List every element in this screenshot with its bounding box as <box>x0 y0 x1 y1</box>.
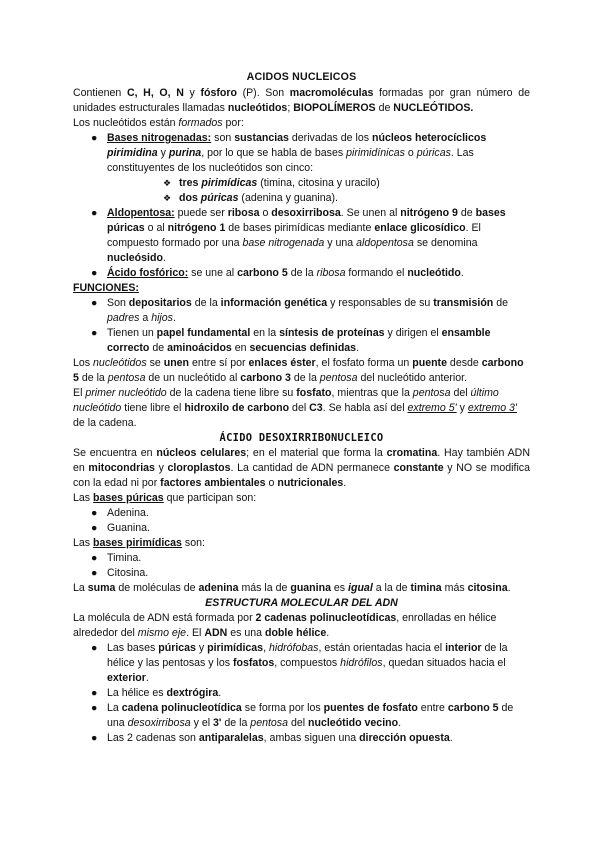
text: entre sí por <box>189 357 249 369</box>
adn-paragraph <box>73 446 530 491</box>
text: más <box>441 582 468 594</box>
text: . <box>326 627 330 639</box>
puricas-list <box>73 506 530 536</box>
text: de un nucleótido al <box>145 372 241 384</box>
text: . <box>172 312 176 324</box>
sub-list <box>107 176 530 206</box>
text: pirimídicas <box>207 642 264 654</box>
text: Ácido fosfórico: <box>107 267 189 279</box>
text: tres <box>179 177 202 189</box>
list-item <box>73 131 530 206</box>
text: del nucleótido anterior. <box>357 372 468 384</box>
text: bases púricas <box>107 207 506 234</box>
text: son <box>211 132 235 144</box>
text: , están orientadas hacia el <box>318 642 446 654</box>
text: igual <box>348 582 373 594</box>
text: carbono 5 <box>237 267 288 279</box>
text: formando el <box>345 267 408 279</box>
list-item <box>73 731 530 746</box>
text: de <box>149 342 168 354</box>
text: , compuestos <box>274 657 341 669</box>
text: fosfatos <box>233 657 275 669</box>
text: nucleótido vecino <box>308 717 399 729</box>
text: y <box>183 87 201 99</box>
text: depositarios <box>128 297 192 309</box>
text: de <box>457 207 476 219</box>
text: del <box>289 402 310 414</box>
bullet-icon: ● <box>91 507 98 519</box>
text: , el fosfato forma un <box>315 357 413 369</box>
text: púricas <box>158 642 196 654</box>
text: , enrolladas en hélice alrededor del <box>73 612 497 639</box>
text: mismo eje <box>137 627 187 639</box>
text: de la cadena tiene libre su <box>166 387 297 399</box>
bullet-icon: ● <box>91 327 98 339</box>
text: de la <box>191 297 221 309</box>
text: a <box>139 312 152 324</box>
bullet-icon: ● <box>91 552 98 564</box>
text: bases pirimídicas <box>93 537 182 549</box>
text: dextrógira <box>166 687 219 699</box>
text: último nucleótido <box>73 387 499 414</box>
text: síntesis de proteínas <box>279 327 385 339</box>
list-item <box>73 326 530 356</box>
text: aminoácidos <box>167 342 232 354</box>
funciones-heading: FUNCIONES: <box>73 282 139 294</box>
text: o al <box>144 222 168 234</box>
text: hidrófilos <box>340 657 383 669</box>
bullet-icon: ● <box>91 207 98 219</box>
text: núcleos celulares <box>156 447 247 459</box>
text: ribosa <box>227 207 260 219</box>
molecula-paragraph <box>73 611 530 641</box>
text: de <box>493 297 508 309</box>
text: unen <box>163 357 190 369</box>
text: nucleósido <box>107 252 163 264</box>
text: Adenina. <box>107 507 149 519</box>
pirimidicas-intro <box>73 536 530 551</box>
document-body <box>73 70 530 746</box>
text: pentosa <box>319 372 358 384</box>
bullet-icon: ● <box>91 642 98 654</box>
text: . <box>343 477 347 489</box>
text: purina <box>168 147 202 159</box>
text: púricas <box>200 192 239 204</box>
text: suma <box>87 582 116 594</box>
text: pirimidina <box>107 147 158 159</box>
text: pirimídicas <box>201 177 258 189</box>
text: Las <box>73 492 94 504</box>
text: de la hélice y las pentosas y los <box>107 642 508 669</box>
text: nitrógeno 1 <box>167 222 226 234</box>
list-item <box>73 506 530 521</box>
list-item <box>73 686 530 701</box>
text: (P). Son <box>236 87 290 99</box>
text: Guanina. <box>107 522 150 534</box>
text: del <box>450 387 471 399</box>
text: papel fundamental <box>156 327 251 339</box>
text: enlaces éster <box>248 357 316 369</box>
text: a la de <box>372 582 411 594</box>
text: se denomina <box>413 237 478 249</box>
text: , <box>263 642 269 654</box>
text: . <box>398 717 402 729</box>
text: desoxirribosa <box>271 207 341 219</box>
estructura-heading: ESTRUCTURA MOLECULAR DEL ADN <box>205 597 398 609</box>
text: Los <box>73 357 94 369</box>
bullet-icon: ● <box>91 267 98 279</box>
text: y <box>195 642 208 654</box>
text: pentosa <box>250 717 288 729</box>
text: Se encuentra en <box>73 447 157 459</box>
text: La <box>107 702 122 714</box>
text: de una <box>107 702 514 729</box>
text: nucleótidos <box>93 357 147 369</box>
bullet-icon: ● <box>91 522 98 534</box>
text: Las bases <box>107 642 159 654</box>
text: se une al <box>188 267 238 279</box>
list-item <box>73 566 530 581</box>
text: entre <box>417 702 448 714</box>
text: carbono 5 <box>447 702 499 714</box>
text: primer nucleótido <box>85 387 167 399</box>
text: La <box>73 582 88 594</box>
text: Son <box>107 297 129 309</box>
text: de la <box>78 372 108 384</box>
text: de bases pirimídicas mediante <box>225 222 375 234</box>
componentes-list <box>73 131 530 281</box>
text: ribosa <box>316 267 346 279</box>
text: exterior <box>107 672 146 684</box>
text: fosfato <box>296 387 332 399</box>
text: . <box>145 672 149 684</box>
text: guanina <box>290 582 331 594</box>
text: C3 <box>309 402 323 414</box>
text: . El <box>186 627 205 639</box>
text: . La cantidad de ADN permanece <box>230 462 394 474</box>
text: sustancias <box>234 132 289 144</box>
text: dirección opuesta <box>359 732 450 744</box>
text: son: <box>181 537 205 549</box>
text: aldopentosa <box>356 237 414 249</box>
text: , mientras que la <box>331 387 413 399</box>
text: y una <box>324 237 357 249</box>
text: formadas por gran número de unidades estructurales llamadas <box>73 87 530 114</box>
bullet-icon: ● <box>91 702 98 714</box>
text: hijos <box>151 312 173 324</box>
text: cloroplastos <box>167 462 231 474</box>
text: interior <box>445 642 482 654</box>
text: se forma por los <box>241 702 324 714</box>
text: NUCLEÓTIDOS. <box>393 102 474 114</box>
sub-list-item <box>107 191 530 206</box>
text: . Las constituyentes de los nucleótidos son cinco: <box>107 147 474 174</box>
bullet-icon: ● <box>91 132 98 144</box>
bullet-icon: ● <box>91 567 98 579</box>
text: Los nucleótidos están <box>73 117 179 129</box>
text: nucleótidos <box>227 102 288 114</box>
text: Aldopentosa: <box>107 207 175 219</box>
text: . <box>449 732 453 744</box>
adn-heading: ÁCIDO DESOXIRRIBONUCLEICO <box>219 432 384 444</box>
text: de la <box>290 372 320 384</box>
text: y el <box>190 717 214 729</box>
text: ensamble correcto <box>107 327 491 354</box>
text: . <box>356 342 360 354</box>
text: por: <box>222 117 244 129</box>
list-item <box>73 266 530 281</box>
text: bases púricas <box>93 492 164 504</box>
text: . <box>460 267 464 279</box>
text: , quedan situados hacia el <box>382 657 506 669</box>
text: y <box>154 462 168 474</box>
text: factores ambientales <box>160 477 266 489</box>
text: en la <box>250 327 280 339</box>
text: nutricionales <box>277 477 344 489</box>
text: Contienen <box>73 87 127 99</box>
formados-paragraph <box>73 116 530 131</box>
text: de la <box>287 267 317 279</box>
list-item <box>73 701 530 731</box>
text: extremo 5' <box>407 402 457 414</box>
text: y <box>456 402 468 414</box>
text: . <box>218 687 222 699</box>
text: o <box>404 147 417 159</box>
bullet-icon: ● <box>91 297 98 309</box>
text: carbono 5 <box>73 357 524 384</box>
sub-list-item <box>107 176 530 191</box>
text: fósforo <box>200 87 237 99</box>
text: dos <box>179 192 201 204</box>
text: . Se habla así del <box>322 402 408 414</box>
pirimidicas-list <box>73 551 530 581</box>
text: y responsables de su <box>327 297 434 309</box>
text: se <box>146 357 164 369</box>
text: Citosina. <box>107 567 149 579</box>
text: ADN <box>204 627 228 639</box>
text: puente <box>412 357 447 369</box>
text: citosina <box>467 582 508 594</box>
intro-paragraph <box>73 86 530 116</box>
text: núcleos heterocíclicos <box>372 132 487 144</box>
suma-paragraph <box>73 581 530 596</box>
text: Bases nitrogenadas: <box>107 132 212 144</box>
list-item <box>73 521 530 536</box>
text: cromatina <box>386 447 438 459</box>
text: secuencias definidas <box>249 342 357 354</box>
text: y <box>157 147 169 159</box>
text: base nitrogenada <box>242 237 325 249</box>
text: desoxirribosa <box>127 717 191 729</box>
text: . Hay también ADN en <box>73 447 530 474</box>
text: que participan son: <box>163 492 257 504</box>
list-item <box>73 551 530 566</box>
text: (timina, citosina y uracilo) <box>257 177 380 189</box>
text: adenina <box>198 582 239 594</box>
text: pentosa <box>107 372 146 384</box>
text: hidrófobas <box>268 642 319 654</box>
text: . <box>162 252 166 264</box>
text: padres <box>107 312 140 324</box>
title: ACIDOS NUCLEICOS <box>246 71 357 83</box>
text: , por lo que se habla de bases <box>201 147 347 159</box>
list-item <box>73 206 530 266</box>
text: enlace glicosídico <box>374 222 466 234</box>
text: desde <box>446 357 482 369</box>
diamond-bullet-icon: ❖ <box>163 178 172 188</box>
text: timina <box>410 582 442 594</box>
text: puede ser <box>174 207 228 219</box>
text: de la cadena. <box>73 417 137 429</box>
text: Las 2 cadenas son <box>107 732 199 744</box>
estructura-list <box>73 641 530 746</box>
text: antiparalelas <box>198 732 264 744</box>
text: Las <box>73 537 94 549</box>
text: pirimidínicas <box>346 147 405 159</box>
text: doble hélice <box>264 627 327 639</box>
text: macromoléculas <box>289 87 374 99</box>
text: en <box>231 342 250 354</box>
text: más la de <box>238 582 291 594</box>
text: constante <box>393 462 444 474</box>
text: La molécula de ADN está formada por <box>73 612 256 624</box>
text: . El compuesto formado por una <box>107 222 481 249</box>
text: C, H, O, N <box>126 87 184 99</box>
text: nucleótido <box>407 267 461 279</box>
text: es una <box>227 627 265 639</box>
text: La hélice es <box>107 687 167 699</box>
text: formados <box>178 117 223 129</box>
text: 2 cadenas polinucleotídicas <box>255 612 397 624</box>
text: . Se unen al <box>340 207 401 219</box>
text: Timina. <box>107 552 142 564</box>
text: transmisión <box>433 297 494 309</box>
list-item <box>73 641 530 686</box>
text: de <box>375 102 394 114</box>
text: información genética <box>220 297 328 309</box>
text: hidroxilo de carbono <box>184 402 290 414</box>
text: y dirigen el <box>384 327 442 339</box>
diamond-bullet-icon: ❖ <box>163 193 172 203</box>
text: púricas <box>416 147 451 159</box>
text: tiene libre el <box>121 402 185 414</box>
text: ; en el material que forma la <box>246 447 387 459</box>
text: carbono 3 <box>240 372 291 384</box>
text: Tienen un <box>107 327 157 339</box>
list-item <box>73 296 530 326</box>
primer-paragraph <box>73 386 530 431</box>
text: o <box>259 207 272 219</box>
text: El <box>73 387 86 399</box>
text: ; <box>287 102 294 114</box>
text: , ambas siguen una <box>263 732 360 744</box>
text: BIOPOLÍMEROS <box>293 102 376 114</box>
text: pentosa <box>412 387 451 399</box>
text: es <box>330 582 349 594</box>
text: 3' <box>213 717 222 729</box>
bullet-icon: ● <box>91 732 98 744</box>
text: de moléculas de <box>115 582 199 594</box>
funciones-list <box>73 296 530 356</box>
bullet-icon: ● <box>91 687 98 699</box>
text: nitrógeno 9 <box>400 207 458 219</box>
text: . <box>507 582 511 594</box>
text: puentes de fosfato <box>323 702 418 714</box>
union-paragraph <box>73 356 530 386</box>
text: mitocondrias <box>88 462 155 474</box>
text: (adenina y guanina). <box>238 192 339 204</box>
text: de la <box>221 717 251 729</box>
text: o <box>265 477 278 489</box>
text: cadena polinucleotídica <box>121 702 242 714</box>
text: derivadas de los <box>288 132 372 144</box>
puricas-intro <box>73 491 530 506</box>
text: y NO se modifica con la edad ni por <box>73 462 530 489</box>
text: extremo 3' <box>467 402 517 414</box>
text: del <box>288 717 309 729</box>
